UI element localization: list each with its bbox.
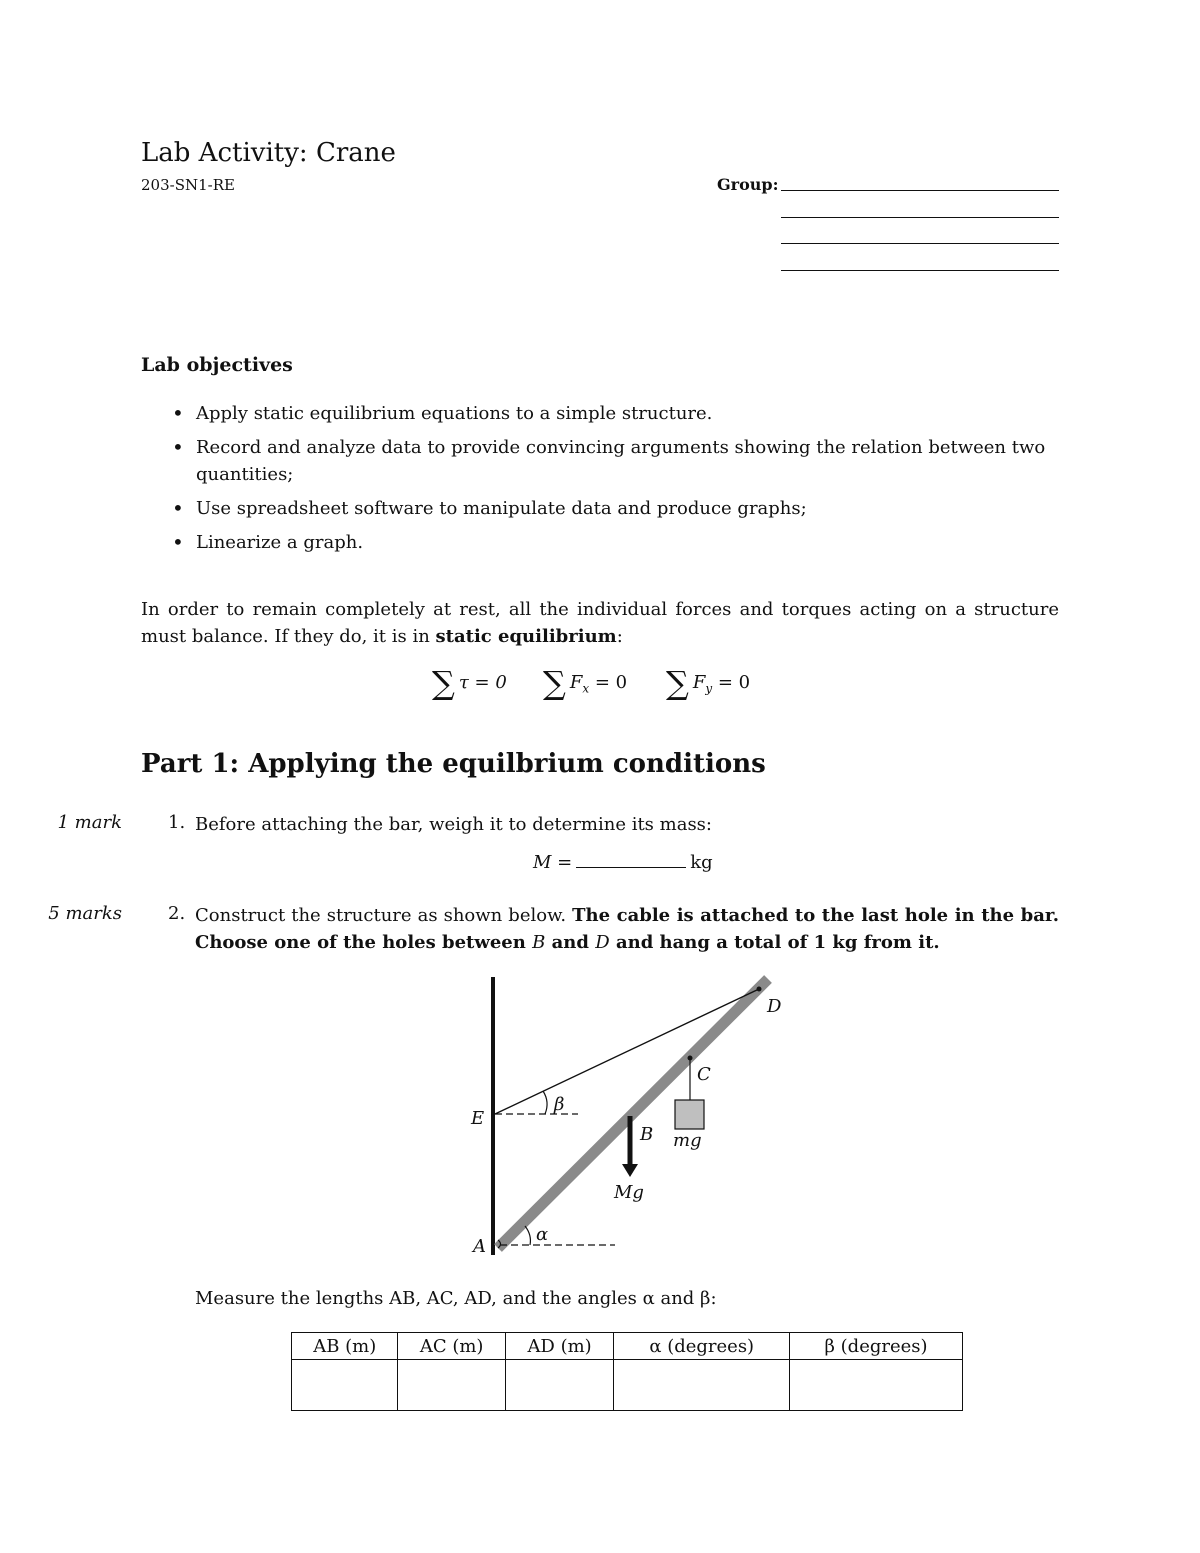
label-d: D [767, 996, 782, 1017]
point-d [757, 987, 762, 992]
q1-number: 1. [168, 812, 186, 833]
label-bar-weight: Mg [614, 1182, 644, 1203]
label-b: B [640, 1124, 654, 1145]
hanging-mass [675, 1100, 704, 1129]
q2-plain: Construct the structure as shown below. [195, 905, 573, 926]
group-name-line-1[interactable] [781, 190, 1059, 191]
label-a: A [473, 1236, 486, 1257]
q2-bold: and hang a total of 1 kg from it. [609, 932, 940, 953]
table-header-cell: AD (m) [505, 1333, 613, 1360]
table-header-cell: AC (m) [398, 1333, 505, 1360]
q2-bold: The cable is attached to the last hole in the bar. Choose one of the holes between [195, 905, 1059, 953]
fx-expr: = 0 [589, 672, 628, 693]
list-item: • Apply static equilibrium equations to a simple structure. [172, 400, 1062, 427]
cable [495, 989, 759, 1114]
q2-number: 2. [168, 903, 186, 924]
list-item: • Use spreadsheet software to manipulate data and produce graphs; [172, 495, 1062, 522]
q1-marks: 1 mark [57, 812, 122, 833]
mass-equation [533, 852, 713, 873]
q2-var-d: D [595, 932, 610, 953]
sum-symbol: ∑ [666, 664, 689, 702]
crane-diagram [440, 970, 820, 1260]
alpha-arc [525, 1226, 530, 1245]
sum-symbol: ∑ [432, 664, 455, 702]
q2-text [195, 902, 1059, 956]
objectives-heading: Lab objectives [141, 354, 293, 376]
label-beta: β [554, 1094, 565, 1115]
table-cell-ac[interactable] [398, 1360, 505, 1411]
part-1-heading: Part 1: Applying the equilbrium conditions [141, 749, 766, 779]
q2-marks: 5 marks [48, 903, 122, 924]
table-row [292, 1360, 963, 1411]
group-name-line-3[interactable] [781, 243, 1059, 244]
mass-unit: kg [690, 852, 713, 873]
course-code: 203-SN1-RE [141, 176, 235, 194]
fx-equation [543, 664, 627, 702]
label-e: E [471, 1108, 485, 1129]
objectives-list [172, 400, 1062, 563]
intro-text-end: : [616, 626, 623, 647]
page-title: Lab Activity: Crane [141, 138, 396, 168]
table-header-cell: β (degrees) [790, 1333, 963, 1360]
table-cell-ad[interactable] [505, 1360, 613, 1411]
table-header-row [292, 1333, 963, 1360]
intro-paragraph [141, 596, 1059, 650]
fy-var: F [692, 672, 706, 693]
equals-sign: = [557, 852, 573, 873]
sum-symbol: ∑ [543, 664, 566, 702]
bar [498, 979, 768, 1248]
mass-blank[interactable] [576, 853, 686, 868]
table-cell-ab[interactable] [292, 1360, 398, 1411]
q2-bold: and [545, 932, 596, 953]
table-cell-alpha[interactable] [614, 1360, 790, 1411]
q1-text: Before attaching the bar, weigh it to determine its mass: [195, 814, 712, 835]
measure-instructions: Measure the lengths AB, AC, AD, and the angles α and β: [195, 1288, 717, 1309]
fx-var: F [569, 672, 583, 693]
label-alpha: α [536, 1224, 549, 1245]
list-item: • Record and analyze data to provide convincing arguments showing the relation between two quantities; [172, 434, 1062, 488]
fx-sub: x [582, 681, 590, 696]
label-hanging-weight: mg [673, 1130, 702, 1151]
intro-bold-term: static equilibrium [435, 626, 617, 647]
intro-text: In order to remain completely at rest, all the individual forces and torques acting on a structure must balance. If they do, it is in [141, 599, 1059, 647]
measurement-table [291, 1332, 963, 1411]
group-label: Group: [717, 175, 779, 194]
torque-expr: τ = 0 [458, 672, 507, 693]
table-header-cell: AB (m) [292, 1333, 398, 1360]
torque-equation [432, 664, 507, 702]
weight-arrowhead [622, 1164, 638, 1177]
group-name-line-2[interactable] [781, 217, 1059, 218]
table-cell-beta[interactable] [790, 1360, 963, 1411]
mass-var: M [533, 852, 552, 873]
group-name-line-4[interactable] [781, 270, 1059, 271]
q2-var-b: B [532, 932, 546, 953]
fy-expr: = 0 [712, 672, 751, 693]
table-header-cell: α (degrees) [614, 1333, 790, 1360]
list-item: • Linearize a graph. [172, 529, 1062, 556]
fy-equation [666, 664, 750, 702]
beta-arc [543, 1091, 547, 1114]
fy-sub: y [705, 681, 713, 696]
label-c: C [697, 1064, 711, 1085]
